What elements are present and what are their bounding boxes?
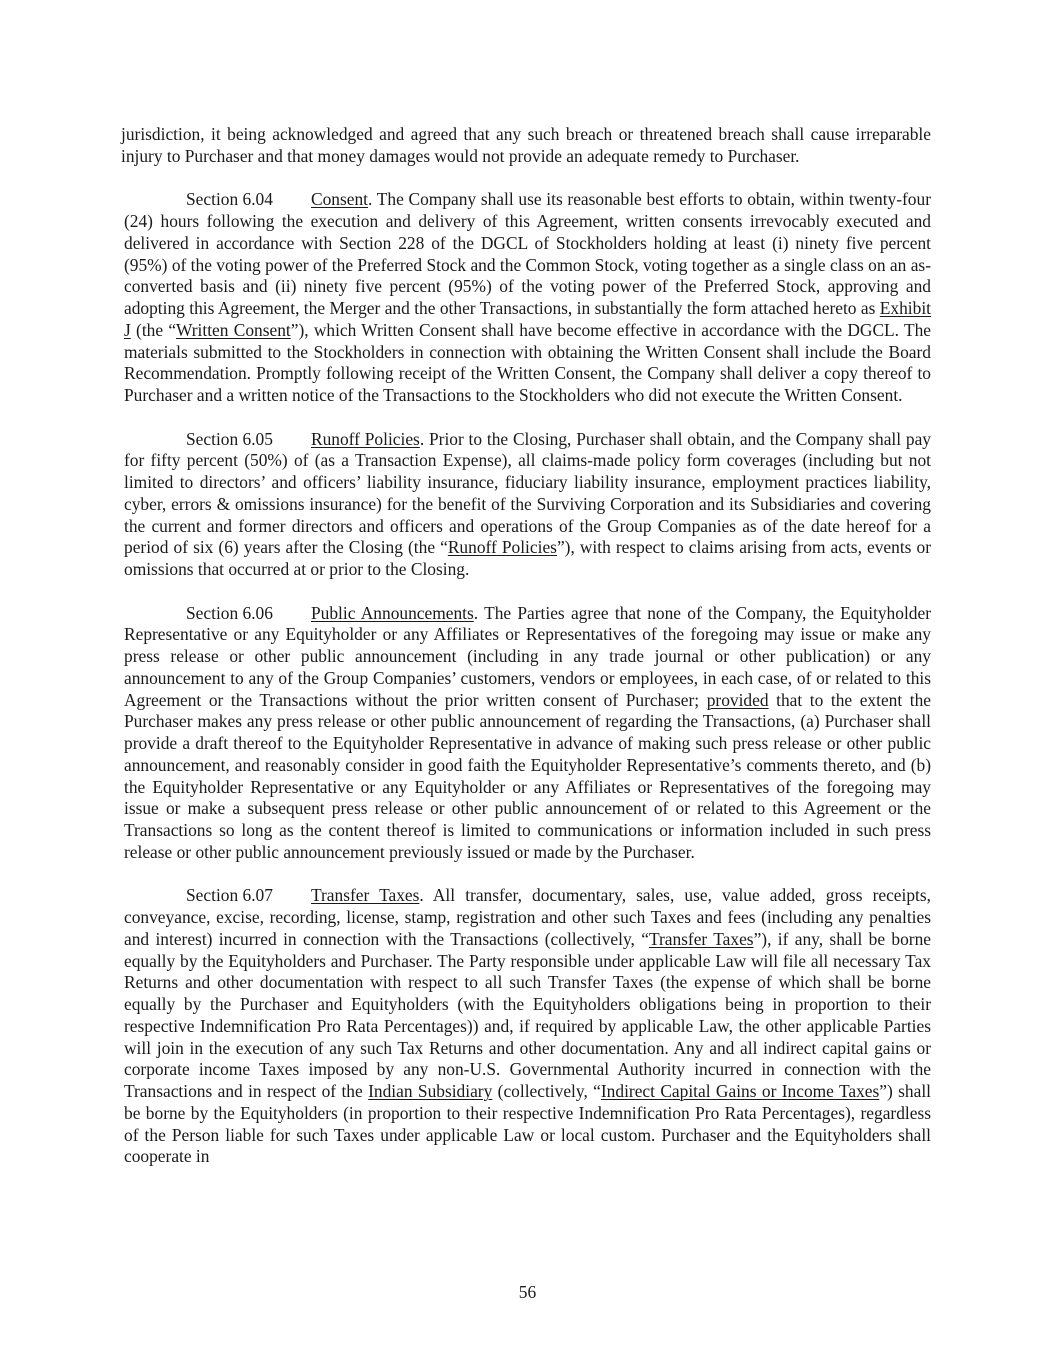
section-text: (collectively, “ [492, 1081, 601, 1101]
page-number: 56 [518, 1282, 537, 1302]
indian-subsidiary-term: Indian Subsidiary [368, 1081, 493, 1101]
section-text: ”) shall be borne by the Equityholders (in proportion to their respective Indemnification Pro Rata Percentages), regardless of the Person liable for such Taxes under applicable Law or local custom. Purchaser and the Equityholders shall cooperate in [124, 1081, 931, 1167]
section-6-04-paragraph [124, 189, 931, 407]
section-heading: Consent [311, 189, 369, 210]
section-text: (the “ [130, 319, 177, 340]
section-6-05-paragraph [124, 429, 931, 581]
proviso-term: provided [706, 689, 769, 710]
section-number: Section 6.05 [186, 428, 273, 449]
section-heading: Runoff Policies [311, 428, 420, 449]
section-text: ”), which Written Consent shall have become effective in accordance with the DGCL. The materials submitted to the Stockholders in connection with obtaining the Written Consent shall include the Board Recommendation. Promptly following receipt of the Written Consent, the Company shall deliver a copy thereof to Purchaser and a written notice of the Transactions to the Stockholders who did not execute the Written Consent. [124, 319, 932, 405]
section-number: Section 6.04 [186, 189, 273, 210]
section-heading: Transfer Taxes [311, 885, 420, 906]
section-heading: Public Announcements [311, 602, 474, 623]
section-6-06-paragraph [124, 603, 931, 864]
section-text: . The Company shall use its reasonable best efforts to obtain, within twenty-four (24) hours following the execution and delivery of this Agreement, written consents irrevocably executed and delivered in accordance with Section 228 of the DGCL of Stockholders holding at least (i) ninety five percent (95%) of the voting power of the Preferred Stock and the Common Stock, voting together as a single class on an as-converted basis and (ii) ninety five percent (95%) of the voting power of the Preferred Stock, approving and adopting this Agreement, the Merger and the other Transactions, in substantially the form attached hereto as [124, 189, 931, 318]
defined-term: Transfer Taxes [648, 928, 754, 949]
defined-term: Runoff Policies [447, 537, 557, 558]
section-number: Section 6.07 [186, 885, 273, 906]
section-text: . Prior to the Closing, Purchaser shall obtain, and the Company shall pay for fifty percent (50%) of (as a Transaction Expense), all claims-made policy form coverages (including but not limited to directors’ and officers’ liability insurance, fiduciary liability insurance, employment practices liability, cyber, errors & omissions insurance) for the benefit of the Surviving Corporation and its Subsidiaries and covering the current and former directors and officers and operations of the Group Companies as of the date hereof for a period of six (6) years after the Closing (the “ [124, 428, 931, 558]
defined-term: Written Consent [176, 319, 291, 340]
defined-term: Indirect Capital Gains or Income Taxes [600, 1081, 880, 1101]
continuation-paragraph [121, 124, 931, 168]
section-text: . All transfer, documentary, sales, use, value added, gross receipts, conveyance, excise, recording, license, stamp, registration and other such Taxes and fees (including any penalties and interest) incurred in connection with the Transactions (collectively, “ [124, 885, 931, 949]
continuation-text: jurisdiction, it being acknowledged and agreed that any such breach or threatened breach shall cause irreparable injury to Purchaser and that money damages would not provide an adequate remedy to Purchaser. [121, 124, 931, 166]
document-page [121, 124, 932, 1190]
section-text: . The Parties agree that none of the Company, the Equityholder Representative or any Equityholder or any Affiliates or Representatives of the foregoing may issue or make any press release or other public announcement (including in any trade journal or other publication) or any announcement to any of the Group Companies’ customers, vendors or employees, in each case, of or related to this Agreement or the Transactions without the prior written consent of Purchaser; [124, 602, 931, 710]
section-number: Section 6.06 [186, 602, 273, 623]
section-text: that to the extent the Purchaser makes any press release or other public announcement of regarding the Transactions, (a) Purchaser shall provide a draft thereof to the Equityholder Representative in advance of making such press release or other public announcement, and reasonably consider in good faith the Equityholder Representative’s comments thereto, and (b) the Equityholder Representative or any Equityholder or any Affiliates or Representatives of the foregoing may issue or make a subsequent press release or other public announcement of or related to this Agreement or the Transactions so long as the content thereof is limited to communications or information included in such press release or other public announcement previously issued or made by the Purchaser. [124, 689, 932, 862]
section-6-07-paragraph [124, 885, 931, 1168]
exhibit-reference: Exhibit J [124, 298, 931, 340]
section-text: ”), if any, shall be borne equally by the Equityholders and Purchaser. The Party responsible under applicable Law will file all necessary Tax Returns and other documentation with respect to all such Transfer Taxes (the expense of which shall be borne equally by the Purchaser and Equityholders (with the Equityholders obligations being in proportion to their respective Indemnification Pro Rata Percentages)) and, if required by applicable Law, the other applicable Parties will join in the execution of any such Tax Returns and other documentation. Any and all indirect capital gains or corporate income Taxes imposed by any non-U.S. Governmental Authority incurred in connection with the Transactions and in respect of the [124, 928, 931, 1101]
section-text: ”), with respect to claims arising from acts, events or omissions that occurred at or prior to the Closing. [124, 537, 931, 579]
